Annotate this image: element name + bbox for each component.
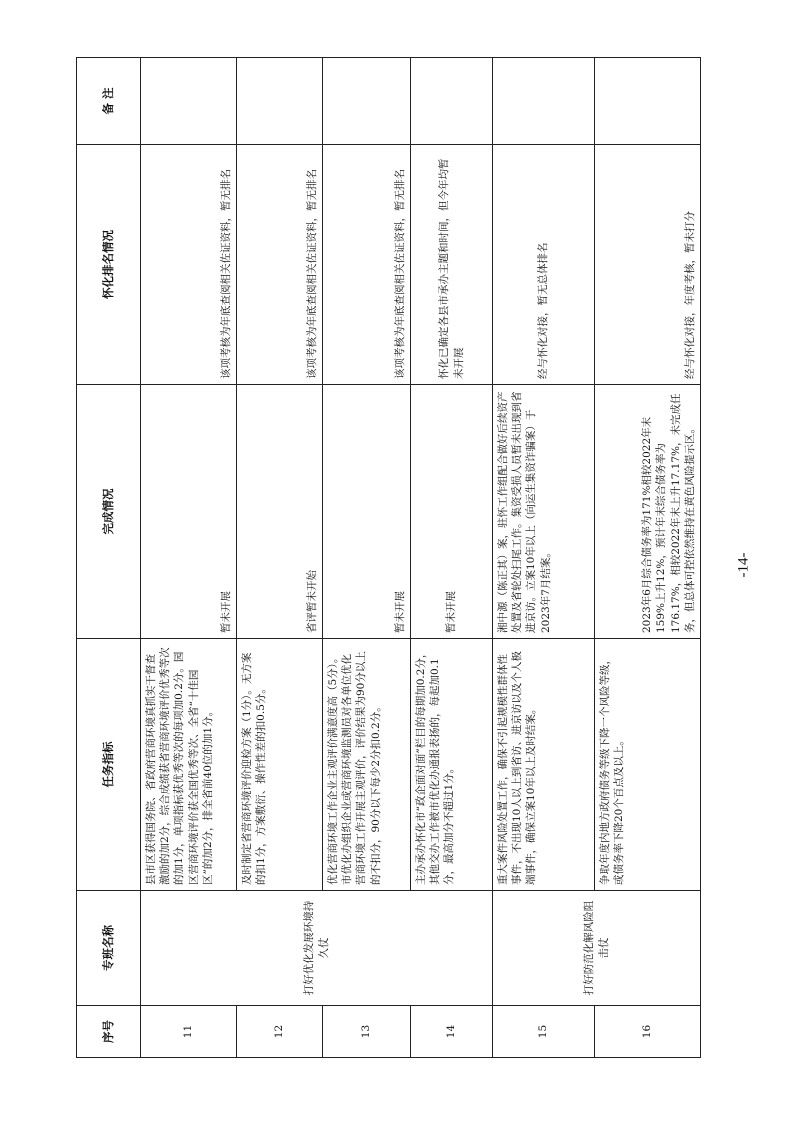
cell-done: 湘中源（陈正其）案，驻怀工作组配合做好后续资产处置及省轮处扫尾工作。集资受损人员暂未出现到省进京访。立案10年以上（向运生集资诈骗案）于2023年7月结案。 bbox=[493, 385, 595, 639]
cell-task: 县市区获得国务院、省政府营商环境真抓实干督查激励的加2分，综合成绩获省营商环境评价优秀等次的加1分，单项指标获优秀等次的每项加0.2分。园区营商环境评价获全国优秀等次、全省“十佳园区”的加2分，排全省前40位的加1分。 bbox=[141, 639, 237, 891]
cell-note bbox=[323, 58, 411, 145]
cell-topic-optimize-environment: 打好优化发展环境持久仗 bbox=[141, 891, 493, 1006]
cell-rank: 经与怀化对接，年度考核，暂未打分 bbox=[595, 145, 701, 385]
cell-task: 优化营商环境工作企业主观评价满意度高（5分）。市优化办组织企业或营商环境监测员对各单位优化营商环境工作开展主观评价，评价结果为90分以上的不扣分，90分以下每少2分扣0.2分。 bbox=[323, 639, 411, 891]
cell-rank: 该项考核为年底查阅相关佐证资料，暂无排名 bbox=[237, 145, 323, 385]
cell-note bbox=[141, 58, 237, 145]
assessment-table bbox=[76, 57, 701, 1058]
table-row bbox=[493, 58, 595, 1058]
cell-note bbox=[595, 58, 701, 145]
cell-done: 省评暂未开始 bbox=[237, 385, 323, 639]
cell-rank: 该项考核为年底查阅相关佐证资料，暂无排名 bbox=[141, 145, 237, 385]
cell-seq: 13 bbox=[323, 1006, 411, 1058]
table-header-row bbox=[77, 58, 141, 1058]
cell-done: 暂未开展 bbox=[411, 385, 493, 639]
cell-topic-risk-prevention: 打好防范化解风险阻击仗 bbox=[493, 891, 701, 1006]
cell-rank: 怀化已确定各县市承办主题和时间，但今年均暂未开展 bbox=[411, 145, 493, 385]
cell-seq: 12 bbox=[237, 1006, 323, 1058]
cell-seq: 15 bbox=[493, 1006, 595, 1058]
cell-note bbox=[237, 58, 323, 145]
header-rank: 怀化排名情况 bbox=[77, 145, 141, 385]
cell-task: 主办承办怀化市“政企面对面”栏目的每期加0.2分，其他交办工作被市优化办通报表扬的，每起加0.1分，最高加分不超过1分。 bbox=[411, 639, 493, 891]
page-number: -14- bbox=[735, 552, 752, 578]
cell-task: 重大案件风险处置工作，确保不引起规模性群体性事件，不出现10人以上到省访、进京访以及个人极端事件，确保立案10年以上及时结案。 bbox=[493, 639, 595, 891]
header-seq: 序号 bbox=[77, 1006, 141, 1058]
cell-seq: 14 bbox=[411, 1006, 493, 1058]
cell-note bbox=[411, 58, 493, 145]
cell-note bbox=[493, 58, 595, 145]
cell-done: 2023年6月综合债务率为171%相较2022年末159%上升12%，预计年末综合债务率为176.17%，相较2022年末上升17.17%，未完成任务，但总体可控依然维持在黄色风险提示区。 bbox=[595, 385, 701, 639]
cell-task: 争取年度内地方政府债务等级下降一个风险等级，或债务率下降20个百点及以上。 bbox=[595, 639, 701, 891]
cell-task: 及时制定省营商环境评价迎检方案（1分）。无方案的扣1分，方案敷衍、操作性差的扣0.5分。 bbox=[237, 639, 323, 891]
cell-done: 暂未开展 bbox=[323, 385, 411, 639]
header-task: 任务指标 bbox=[77, 639, 141, 891]
cell-done: 暂未开展 bbox=[141, 385, 237, 639]
header-done: 完成情况 bbox=[77, 385, 141, 639]
header-note: 备 注 bbox=[77, 58, 141, 145]
cell-seq: 11 bbox=[141, 1006, 237, 1058]
table-row bbox=[141, 58, 237, 1058]
cell-seq: 16 bbox=[595, 1006, 701, 1058]
cell-rank: 经与怀化对接，暂无总体排名 bbox=[493, 145, 595, 385]
header-topic: 专班名称 bbox=[77, 891, 141, 1006]
cell-rank: 该项考核为年底查阅相关佐证资料，暂无排名 bbox=[323, 145, 411, 385]
